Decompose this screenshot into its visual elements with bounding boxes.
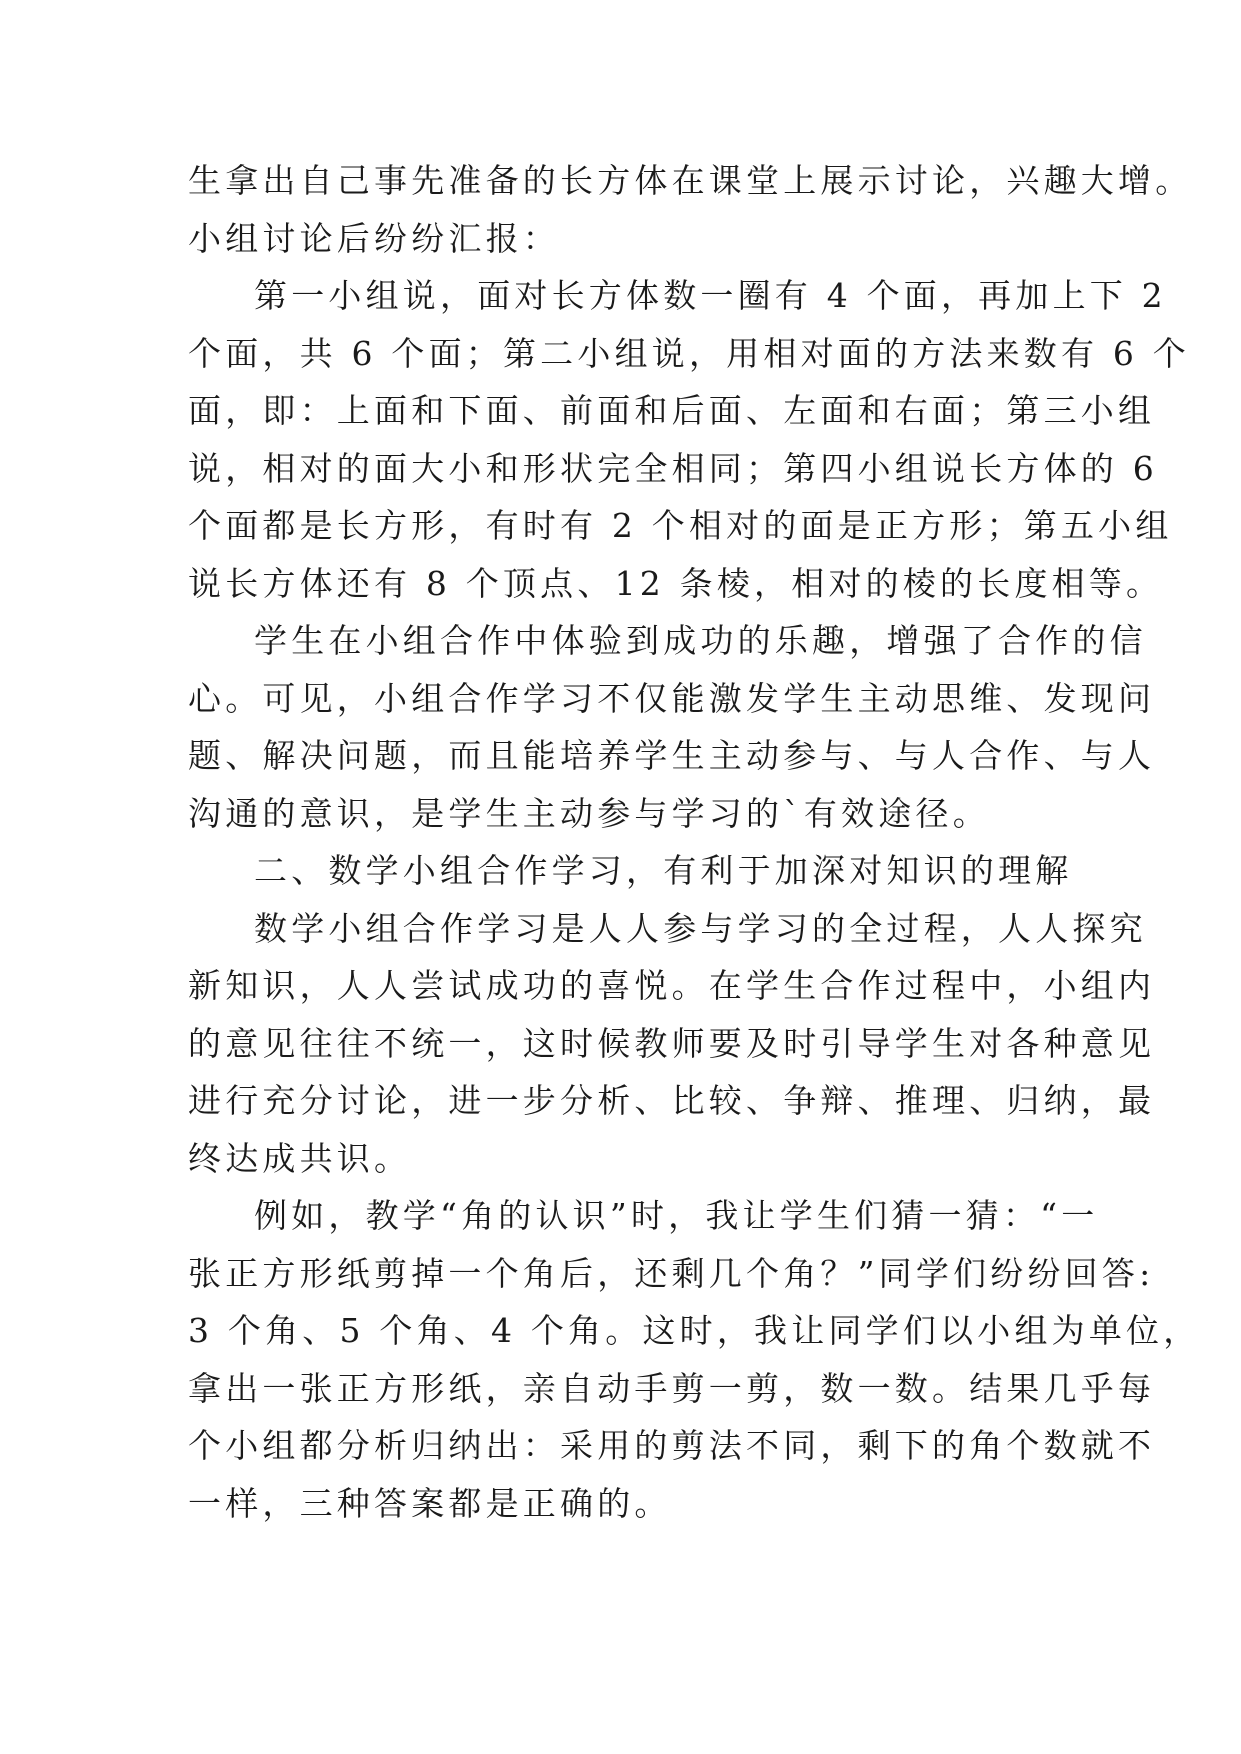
text-line: 小组讨论后纷纷汇报：: [188, 218, 560, 258]
section-heading: 二、数学小组合作学习，有利于加深对知识的理解: [254, 851, 1073, 890]
text-line: 一样，三种答案都是正确的。: [188, 1483, 672, 1523]
text-line: 进行充分讨论，进一步分析、比较、争辩、推理、归纳，最: [188, 1081, 1156, 1120]
document-body: [188, 152, 1201, 1532]
text-line: 生拿出自己事先准备的长方体在课堂上展示讨论，兴趣大增。: [188, 161, 1193, 200]
text-line: 的意见往往不统一，这时候教师要及时引导学生对各种意见: [188, 1023, 1156, 1063]
text-line: 学生在小组合作中体验到成功的乐趣，增强了合作的信: [254, 621, 1147, 660]
text-line: 说，相对的面大小和形状完全相同；第四小组说长方体的 6: [188, 448, 1158, 488]
text-line: 心。可见，小组合作学习不仅能激发学生主动思维、发现问: [188, 678, 1156, 718]
text-line: 终达成共识。: [188, 1138, 412, 1178]
text-line: 第一小组说，面对长方体数一圈有 4 个面，再加上下 2: [254, 276, 1167, 315]
text-line: 张正方形纸剪掉一个角后，还剩几个角？”同学们纷纷回答:: [188, 1253, 1155, 1293]
text-line: 个小组都分析归纳出：采用的剪法不同，剩下的角个数就不: [188, 1426, 1156, 1465]
text-line: 例如，教学“角的认识”时，我让学生们猜一猜：“一: [254, 1196, 1099, 1235]
text-line: 说长方体还有 8 个顶点、12 条棱，相对的棱的长度相等。: [188, 563, 1164, 603]
text-line: 数学小组合作学习是人人参与学习的全过程，人人探究: [254, 908, 1147, 948]
text-line: 面，即：上面和下面、前面和后面、左面和右面；第三小组: [188, 391, 1156, 430]
text-line: 题、解决问题，而且能培养学生主动参与、与人合作、与人: [188, 736, 1156, 775]
text-line: 沟通的意识，是学生主动参与学习的`有效途径。: [188, 793, 990, 833]
text-line: 拿出一张正方形纸，亲自动手剪一剪，数一数。结果几乎每: [188, 1368, 1156, 1408]
text-line: 个面都是长方形，有时有 2 个相对的面是正方形；第五小组: [188, 506, 1173, 545]
text-line: 3 个角、5 个角、4 个角。这时，我让同学们以小组为单位，: [188, 1311, 1201, 1350]
text-line: 新知识，人人尝试成功的喜悦。在学生合作过程中，小组内: [188, 966, 1156, 1005]
text-line: 个面，共 6 个面；第二小组说，用相对面的方法来数有 6 个: [188, 333, 1190, 373]
